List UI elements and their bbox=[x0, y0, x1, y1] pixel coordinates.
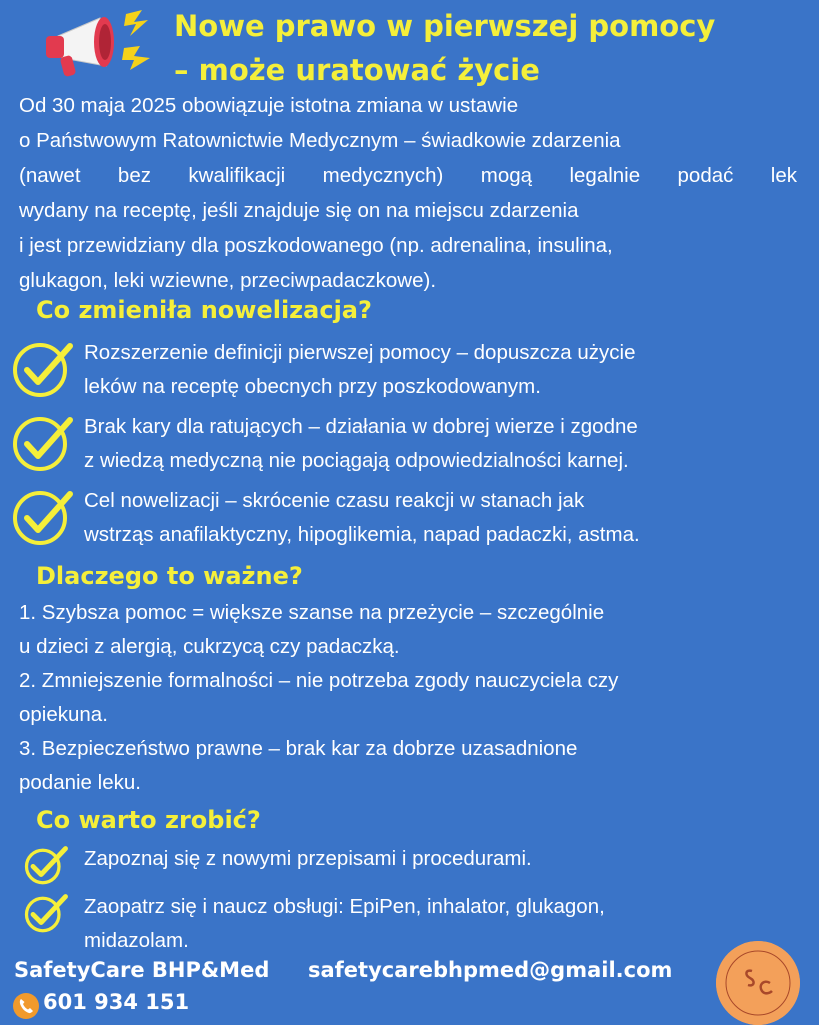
intro-line: wydany na receptę, jeśli znajduje się on na miejscu zdarzenia bbox=[19, 199, 579, 222]
check-circle-icon bbox=[10, 336, 74, 400]
check-circle-icon bbox=[20, 890, 72, 934]
intro-line: Od 30 maja 2025 obowiązuje istotna zmiana w ustawie bbox=[19, 94, 519, 117]
intro-line: (nawet bez kwalifikacji medycznych) mogą legalnie podać lek bbox=[19, 164, 797, 187]
list-item-text: Zaopatrz się i naucz obsługi: EpiPen, inhalator, glukagon, bbox=[84, 895, 605, 918]
list-item-text: midazolam. bbox=[84, 929, 189, 952]
section-heading-changes: Co zmieniła nowelizacja? bbox=[36, 296, 372, 324]
check-circle-icon bbox=[20, 842, 72, 886]
intro-line: glukagon, leki wziewne, przeciwpadaczkowe). bbox=[19, 269, 437, 292]
list-item-text: Rozszerzenie definicji pierwszej pomocy – dopuszcza użycie bbox=[84, 341, 636, 364]
list-item-text: wstrząs anafilaktyczny, hipoglikemia, napad padaczki, astma. bbox=[84, 523, 640, 546]
intro-line: i jest przewidziany dla poszkodowanego (np. adrenalina, insulina, bbox=[19, 234, 613, 257]
list-item-text: Cel nowelizacji – skrócenie czasu reakcji w stanach jak bbox=[84, 489, 585, 512]
page-title bbox=[174, 4, 794, 92]
check-circle-icon bbox=[10, 484, 74, 548]
email-link[interactable]: safetycarebhpmed@gmail.com bbox=[308, 958, 673, 982]
list-line: u dzieci z alergią, cukrzycą czy padaczką. bbox=[19, 635, 400, 658]
phone-number[interactable]: 601 934 151 bbox=[43, 990, 190, 1014]
company-name: SafetyCare BHP&Med bbox=[14, 958, 270, 982]
list-line: 2. Zmniejszenie formalności – nie potrzeba zgody nauczyciela czy bbox=[19, 669, 619, 692]
title-line-2: – może uratować życie bbox=[174, 53, 540, 87]
phone-icon bbox=[13, 993, 39, 1019]
company-logo bbox=[716, 941, 800, 1025]
list-item-text: leków na receptę obecnych przy poszkodowanym. bbox=[84, 375, 541, 398]
intro-line: o Państwowym Ratownictwie Medycznym – świadkowie zdarzenia bbox=[19, 129, 621, 152]
list-item bbox=[10, 484, 810, 564]
list-line: podanie leku. bbox=[19, 771, 141, 794]
section-heading-why: Dlaczego to ważne? bbox=[36, 562, 303, 590]
list-item-text: Brak kary dla ratujących – działania w dobrej wierze i zgodne bbox=[84, 415, 638, 438]
list-line: 1. Szybsza pomoc = większe szanse na przeżycie – szczególnie bbox=[19, 601, 605, 624]
numbered-list bbox=[19, 596, 809, 800]
list-item-text: z wiedzą medyczną nie pociągają odpowiedzialności karnej. bbox=[84, 449, 629, 472]
list-line: 3. Bezpieczeństwo prawne – brak kar za dobrze uzasadnione bbox=[19, 737, 578, 760]
title-line-1: Nowe prawo w pierwszej pomocy bbox=[174, 9, 716, 43]
check-circle-icon bbox=[10, 410, 74, 474]
megaphone-icon bbox=[38, 8, 158, 83]
list-item-text: Zapoznaj się z nowymi przepisami i procedurami. bbox=[84, 847, 532, 870]
list-item bbox=[10, 336, 810, 416]
list-item bbox=[10, 410, 810, 490]
section-heading-todo: Co warto zrobić? bbox=[36, 806, 261, 834]
intro-paragraph bbox=[19, 88, 797, 298]
list-line: opiekuna. bbox=[19, 703, 108, 726]
